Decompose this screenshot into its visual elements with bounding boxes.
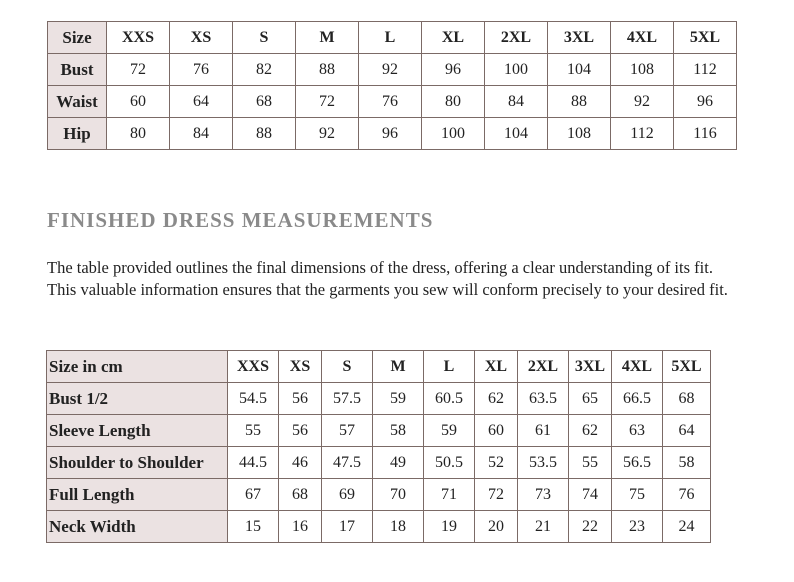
table-cell: 54.5	[228, 383, 279, 415]
table-cell: 56	[279, 383, 322, 415]
table-cell: 92	[359, 54, 422, 86]
table-header-row	[48, 22, 737, 54]
column-header: XL	[475, 351, 518, 383]
table-cell: 58	[663, 447, 711, 479]
table-cell: 52	[475, 447, 518, 479]
column-header: Size in cm	[47, 351, 228, 383]
row-label: Sleeve Length	[47, 415, 228, 447]
table-row	[47, 383, 711, 415]
table-cell: 70	[373, 479, 424, 511]
table-cell: 23	[612, 511, 663, 543]
table-cell: 84	[170, 118, 233, 150]
table-cell: 53.5	[518, 447, 569, 479]
table-cell: 112	[611, 118, 674, 150]
column-header: S	[233, 22, 296, 54]
row-label: Neck Width	[47, 511, 228, 543]
table-cell: 88	[296, 54, 359, 86]
column-header: 2XL	[518, 351, 569, 383]
column-header: 4XL	[612, 351, 663, 383]
row-label: Hip	[48, 118, 107, 150]
table-cell: 60.5	[424, 383, 475, 415]
table-row	[47, 415, 711, 447]
table-row	[48, 54, 737, 86]
column-header: 4XL	[611, 22, 674, 54]
table-cell: 60	[475, 415, 518, 447]
table-cell: 47.5	[322, 447, 373, 479]
table-cell: 92	[611, 86, 674, 118]
table-cell: 73	[518, 479, 569, 511]
table-cell: 62	[475, 383, 518, 415]
column-header: 5XL	[674, 22, 737, 54]
table-cell: 68	[663, 383, 711, 415]
table-cell: 61	[518, 415, 569, 447]
table-cell: 56.5	[612, 447, 663, 479]
column-header: XL	[422, 22, 485, 54]
table-cell: 17	[322, 511, 373, 543]
table-cell: 72	[296, 86, 359, 118]
section-heading: FINISHED DRESS MEASUREMENTS	[47, 208, 434, 232]
table-cell: 80	[422, 86, 485, 118]
table-header-row	[47, 351, 711, 383]
table-cell: 72	[475, 479, 518, 511]
table-cell: 63	[612, 415, 663, 447]
table-cell: 76	[663, 479, 711, 511]
table-cell: 56	[279, 415, 322, 447]
table-cell: 112	[674, 54, 737, 86]
table-cell: 100	[422, 118, 485, 150]
table-cell: 96	[359, 118, 422, 150]
table-cell: 66.5	[612, 383, 663, 415]
table-cell: 21	[518, 511, 569, 543]
table-cell: 64	[663, 415, 711, 447]
table-cell: 60	[107, 86, 170, 118]
table-cell: 72	[107, 54, 170, 86]
table-cell: 15	[228, 511, 279, 543]
table-cell: 64	[170, 86, 233, 118]
row-label: Bust	[48, 54, 107, 86]
column-header: M	[373, 351, 424, 383]
table-cell: 65	[569, 383, 612, 415]
table-row	[48, 118, 737, 150]
table-cell: 96	[422, 54, 485, 86]
table-cell: 63.5	[518, 383, 569, 415]
table-cell: 58	[373, 415, 424, 447]
column-header: L	[424, 351, 475, 383]
table-cell: 80	[107, 118, 170, 150]
table-cell: 55	[569, 447, 612, 479]
column-header: XS	[170, 22, 233, 54]
table-cell: 84	[485, 86, 548, 118]
table-cell: 108	[548, 118, 611, 150]
table-cell: 100	[485, 54, 548, 86]
column-header: XXS	[107, 22, 170, 54]
body-measurements-table	[47, 21, 737, 150]
table-row	[47, 511, 711, 543]
table-cell: 59	[424, 415, 475, 447]
table-cell: 82	[233, 54, 296, 86]
column-header: 3XL	[548, 22, 611, 54]
table-cell: 19	[424, 511, 475, 543]
table-cell: 71	[424, 479, 475, 511]
table-cell: 18	[373, 511, 424, 543]
column-header: S	[322, 351, 373, 383]
table-cell: 74	[569, 479, 612, 511]
column-header: 5XL	[663, 351, 711, 383]
table-cell: 76	[170, 54, 233, 86]
table-cell: 24	[663, 511, 711, 543]
table-cell: 108	[611, 54, 674, 86]
table-row	[47, 447, 711, 479]
table-cell: 49	[373, 447, 424, 479]
table-cell: 92	[296, 118, 359, 150]
table-cell: 57	[322, 415, 373, 447]
table-cell: 44.5	[228, 447, 279, 479]
table-cell: 104	[548, 54, 611, 86]
table-cell: 22	[569, 511, 612, 543]
table-cell: 68	[233, 86, 296, 118]
table-cell: 62	[569, 415, 612, 447]
table-cell: 116	[674, 118, 737, 150]
row-label: Shoulder to Shoulder	[47, 447, 228, 479]
table-cell: 50.5	[424, 447, 475, 479]
table-cell: 88	[233, 118, 296, 150]
column-header: M	[296, 22, 359, 54]
table-cell: 75	[612, 479, 663, 511]
table-cell: 76	[359, 86, 422, 118]
table-cell: 96	[674, 86, 737, 118]
column-header: XS	[279, 351, 322, 383]
table-cell: 20	[475, 511, 518, 543]
row-label: Waist	[48, 86, 107, 118]
column-header: XXS	[228, 351, 279, 383]
table-cell: 55	[228, 415, 279, 447]
table-cell: 67	[228, 479, 279, 511]
table-cell: 59	[373, 383, 424, 415]
table-row	[47, 479, 711, 511]
table-cell: 104	[485, 118, 548, 150]
dress-measurements-table	[46, 350, 711, 543]
table-row	[48, 86, 737, 118]
table-cell: 16	[279, 511, 322, 543]
table-cell: 69	[322, 479, 373, 511]
table-cell: 46	[279, 447, 322, 479]
column-header: 3XL	[569, 351, 612, 383]
row-label: Full Length	[47, 479, 228, 511]
column-header: 2XL	[485, 22, 548, 54]
table-cell: 57.5	[322, 383, 373, 415]
column-header: Size	[48, 22, 107, 54]
table-cell: 68	[279, 479, 322, 511]
intro-paragraph: The table provided outlines the final dimensions of the dress, offering a clear understanding of its fit. This valuable information ensures that the garments you sew will conform precisely to your desired fit.	[47, 258, 728, 299]
table-cell: 88	[548, 86, 611, 118]
row-label: Bust 1/2	[47, 383, 228, 415]
column-header: L	[359, 22, 422, 54]
